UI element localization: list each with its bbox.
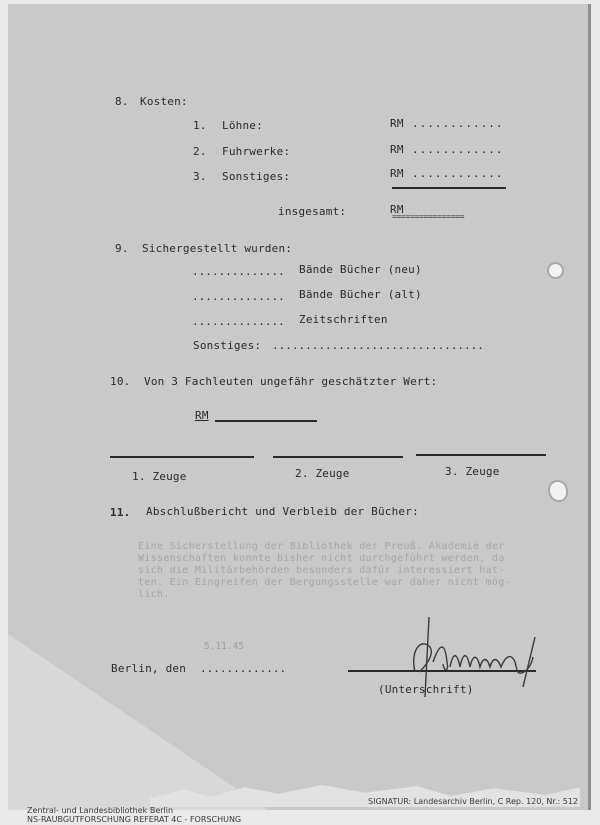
cost-item-blank[interactable]: ............ bbox=[412, 143, 504, 156]
footer-left bbox=[27, 797, 241, 824]
cost-item-label: Fuhrwerke: bbox=[222, 145, 291, 158]
footer-institution: Zentral- und Landesbibliothek Berlin bbox=[27, 806, 174, 815]
secured-count-blank[interactable]: .............. bbox=[192, 315, 285, 328]
section10-number: 10. bbox=[110, 375, 131, 388]
cost-item-currency: RM bbox=[390, 117, 404, 130]
secured-item-label: Bände Bücher (neu) bbox=[299, 263, 422, 276]
secured-item-label: Bände Bücher (alt) bbox=[299, 288, 422, 301]
punch-hole-top bbox=[549, 264, 562, 277]
secured-count-blank[interactable]: .............. bbox=[192, 290, 285, 303]
cost-item-currency: RM bbox=[390, 167, 404, 180]
section8-title: Kosten: bbox=[140, 95, 188, 108]
value-currency: RM bbox=[195, 409, 209, 422]
report-line: sich die Militärbehörden besonders dafür interessiert hat- bbox=[138, 565, 505, 576]
report-body bbox=[138, 529, 511, 601]
section11-number: 11. bbox=[110, 506, 131, 519]
value-line[interactable] bbox=[215, 420, 317, 422]
section9-title: Sichergestellt wurden: bbox=[142, 242, 293, 255]
sum-rule bbox=[392, 187, 506, 189]
cost-item-label: Löhne: bbox=[222, 119, 263, 132]
section8-number: 8. bbox=[115, 95, 129, 108]
cost-item-blank[interactable]: ............ bbox=[412, 117, 504, 130]
place-label: Berlin, den bbox=[111, 662, 187, 675]
section10-title: Von 3 Fachleuten ungefähr geschätzter Wert: bbox=[144, 375, 438, 388]
report-line: Wissenschaften konnte bisher nicht durchgeführt werden, da bbox=[138, 553, 505, 564]
cost-item-number: 1. bbox=[193, 119, 207, 132]
other-label: Sonstiges: bbox=[193, 339, 262, 352]
section11-title: Abschlußbericht und Verbleib der Bücher: bbox=[146, 505, 419, 518]
other-blank[interactable]: ................................ bbox=[272, 339, 484, 352]
cost-item-number: 2. bbox=[193, 145, 207, 158]
secured-count-blank[interactable]: .............. bbox=[192, 265, 285, 278]
report-line: ten. Ein Eingreifen der Bergungsstelle war daher nicht mög- bbox=[138, 577, 511, 588]
cost-item-label: Sonstiges: bbox=[222, 170, 291, 183]
witness-1-label: 1. Zeuge bbox=[132, 470, 187, 483]
cost-item-currency: RM bbox=[390, 143, 404, 156]
footer-department: NS-RAUBGUTFORSCHUNG REFERAT 4C - FORSCHUNG bbox=[27, 815, 242, 824]
report-line: Eine Sicherstellung der Bibliothek der Preuß. Akademie der bbox=[138, 541, 505, 552]
total-label: insgesamt: bbox=[278, 205, 347, 218]
secured-item-label: Zeitschriften bbox=[299, 313, 388, 326]
witness-3-label: 3. Zeuge bbox=[445, 465, 500, 478]
witness-3-line[interactable] bbox=[416, 454, 546, 456]
total-currency: RM bbox=[390, 203, 404, 216]
section9-number: 9. bbox=[115, 242, 129, 255]
handwritten-date: 5.11.45 bbox=[204, 641, 245, 652]
punch-hole-bottom bbox=[550, 482, 566, 500]
date-blank[interactable]: ............. bbox=[200, 662, 287, 675]
cost-item-number: 3. bbox=[193, 170, 207, 183]
footer-signature-ref: SIGNATUR: Landesarchiv Berlin, C Rep. 120, Nr.: 512 bbox=[368, 797, 579, 806]
witness-2-line[interactable] bbox=[273, 456, 403, 458]
signature-caption: (Unterschrift) bbox=[378, 683, 474, 696]
cost-item-blank[interactable]: ............ bbox=[412, 167, 504, 180]
witness-2-label: 2. Zeuge bbox=[295, 467, 350, 480]
total-double-underline: ================ bbox=[392, 212, 465, 221]
report-line: lich. bbox=[138, 589, 170, 600]
witness-1-line[interactable] bbox=[110, 456, 254, 458]
signature-scribble bbox=[405, 612, 555, 712]
